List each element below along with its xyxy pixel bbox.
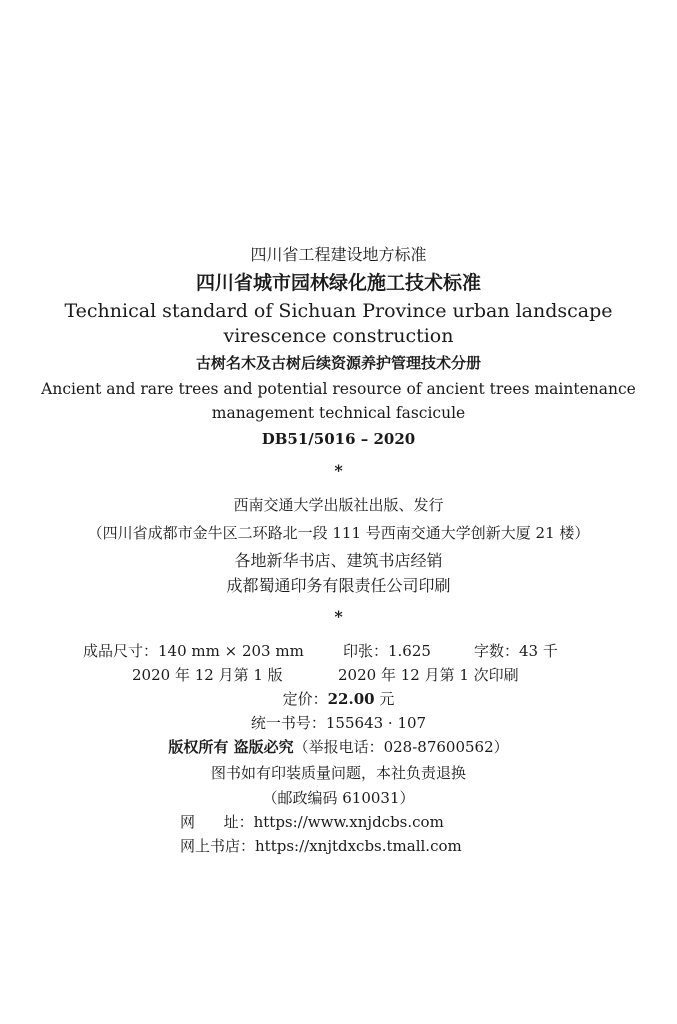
book-number: 统一书号：155643 · 107 — [250, 714, 427, 732]
title-english-line-2: virescence construction — [223, 325, 454, 347]
publisher-line: 西南交通大学出版社出版、发行 — [233, 496, 444, 514]
price-unit: 元 — [379, 690, 395, 708]
subtitle-chinese: 古树名木及古树后续资源养护管理技术分册 — [195, 354, 481, 372]
title-english-line-1: Technical standard of Sichuan Province urban landscape — [64, 300, 613, 322]
website-url: https://www.xnjdcbs.com — [253, 813, 444, 831]
spec-sheets: 印张：1.625 — [343, 642, 431, 660]
postcode: （邮政编码 610031） — [262, 789, 415, 807]
separator-star-1: * — [334, 461, 343, 480]
standard-series: 四川省工程建设地方标准 — [250, 245, 427, 264]
spec-size: 成品尺寸：140 mm × 203 mm — [83, 642, 304, 660]
subtitle-english-line-2: management technical fascicule — [211, 404, 466, 422]
spec-words: 字数：43 千 — [474, 642, 558, 660]
subtitle-english-line-1: Ancient and rare trees and potential resource of ancient trees maintenance — [41, 380, 636, 398]
store-line — [180, 839, 462, 854]
price-label: 定价： — [282, 690, 328, 708]
rights-reserved: 版权所有 盗版必究 — [168, 738, 294, 756]
website-line — [180, 815, 444, 830]
spec-printing: 2020 年 12 月第 1 次印刷 — [338, 666, 519, 684]
separator-star-2: * — [334, 607, 343, 626]
spec-edition: 2020 年 12 月第 1 版 — [132, 666, 283, 684]
quality-notice: 图书如有印装质量问题，本社负责退换 — [210, 764, 466, 782]
price-line — [0, 692, 677, 707]
website-label: 网 址： — [180, 813, 254, 831]
printer-line: 成都蜀通印务有限责任公司印刷 — [226, 576, 451, 595]
store-label: 网上书店： — [180, 837, 256, 855]
publisher-address: （四川省成都市金牛区二环路北一段 111 号西南交通大学创新大厦 21 楼） — [87, 524, 590, 542]
report-phone: （举报电话：028-87600562） — [293, 738, 509, 756]
store-url: https://xnjtdxcbs.tmall.com — [255, 837, 462, 855]
price-value: 22.00 — [327, 690, 375, 708]
title-chinese: 四川省城市园林绿化施工技术标准 — [195, 272, 481, 294]
rights-line — [0, 740, 677, 755]
distributor-line: 各地新华书店、建筑书店经销 — [234, 551, 443, 570]
standard-code: DB51/5016 – 2020 — [261, 430, 416, 448]
